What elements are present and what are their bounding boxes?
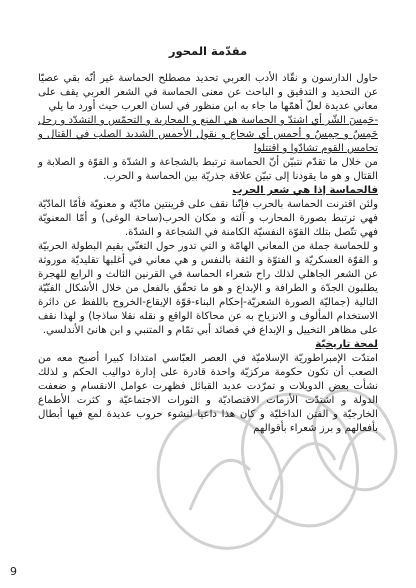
conclusion-paragraph: من خلال ما تقدّم نتبيّن أنّ الحماسة ترتبط بالشجاعة و الشدّة و القوّة و الصلابة و القتال و هو ما يقودنا إلى تبيّن علاقة جذريّة بين الحماسة و الحرب. [38,157,378,182]
definition-paragraph: -حَمِسَ الشّر أي اشتدّ و الحماسة هي المنع و المحاربة و التحمّس و التشدّد و رجل حَمِسٌ و حِمِسٌ و أحمس أي شجاع و نقول الأحمس الشديد الصلب في القتال و تحامس القوم تشادّوا و اقتتلوا [38,115,378,154]
document-body [38,44,378,436]
page-number: 9 [10,565,17,578]
section-heading-history: لمحة تاريخيّة [315,339,378,350]
history-paragraph: امتدّت الإمبراطوريّة الإسلاميّة في العصر العبّاسي امتدادا كبيرا أصبح معه من الصعب أن تكون حكومة مركزيّة واحدة قادرة على إدارة دواليب الحكم و لذلك نشأت بعض الدويلات و تمرّدت عديد القبائل فظهرت عوامل الانقسام و ضعفت الدولة و اشتدّت الأزمات الاقتصاديّة و الثورات الاجتماعيّة و كثرت الأطماع الخارجيّة و الفتن الداخليّة و كان هذا داعيا لنشوء حروب عديدة لمع فيها أبطال بأفعالهم و برز شعراء بأقوالهم [38,353,378,434]
page-title: مقدّمة المحور [168,44,248,58]
section-heading-war-poetry: فالحماسة إذا هي شعر الحرب [232,185,378,196]
war-poetry-paragraph-1: ولئن اقترنت الحماسة بالحرب فإنّنا نقف على قرينتين مادّيّة و معنويّة فأمّا المادّيّة فهي ترتبط بصورة المحارب و آلته و مكان الحرب(ساحة الوغى) و أمّا المعنويّة فهي تتّصل بتلك القوّة النفسيّة الكامنة في الشجاعة و الشدّة. [38,199,378,238]
war-poetry-paragraph-2: و للحماسة جملة من المعاني الهامّة و التي تدور حول التغنّي بقيم البطولة الحربيّة و القوّة العسكريّة و الفتوّة و الثقة بالنفس و هي معاني في أغلبها تقليديّة موروثة عن الشعر الجاهلي لذلك راح شعراء الحماسة في القرنين الثالث و الرابع للهجرة يطلبون الجدّة و الطرافة و الإبداع و هو ما تحقّق بالفعل من خلال الأشكال الفنّيّة التالية (جماليّة الصورة الشعريّة-إحكام البناء-قوّة الإيقاع-الخروج باللفظ عن دائرة الاستخدام المألوف و الانزياح به عن محاكاة الواقع و نقله نقلا ساذجا) و لهذا نقف على مظاهر التخييل و الإبداع في قصائد أبي تمّام و المتنبي و ابن هانئ الأندلسي. [38,241,378,336]
intro-paragraph: حاول الدارسون و نقّاد الأدب العربي تحديد مصطلح الحماسة غير أنّه بقي عصيّا عن التحديد و التدقيق و الباحث عن معنى الحماسة في الشعر العربي يقف على معاني عديدة لعلّ أهمّها ما جاء به ابن منظور في لسان العرب حيث أورد ما يلي [38,73,378,112]
